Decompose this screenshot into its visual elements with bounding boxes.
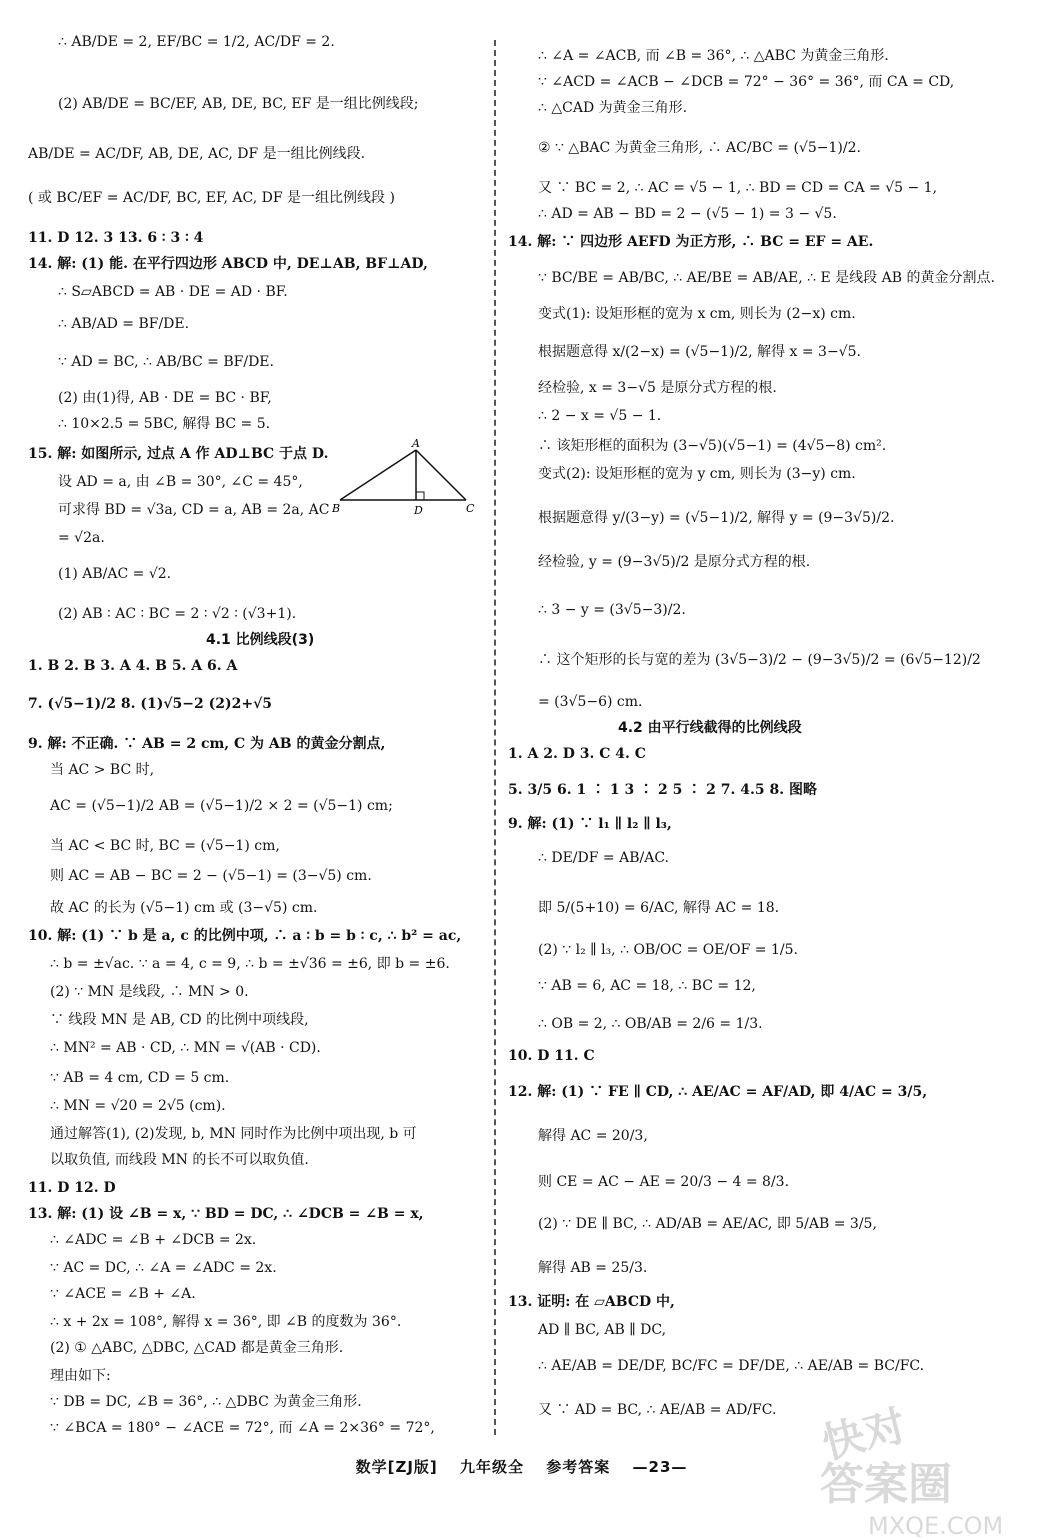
answer-line: ∵ DB = DC, ∠B = 36°, ∴ △DBC 为黄金三角形.: [50, 1394, 362, 1410]
answer-line: 则 CE = AC − AE = 20/3 − 4 = 8/3.: [538, 1174, 790, 1190]
label-b: B: [332, 502, 341, 515]
answer-line: 根据题意得 y/(3−y) = (√5−1)/2, 解得 y = (9−3√5)/2.: [538, 510, 895, 526]
answer-line: (2) ∵ MN 是线段, ∴ MN > 0.: [50, 984, 249, 1000]
watermark-url: MXQE.COM: [868, 1512, 1004, 1540]
answer-line: ∵ AD = BC, ∴ AB/BC = BF/DE.: [58, 354, 274, 370]
answer-line: ② ∵ △BAC 为黄金三角形, ∴ AC/BC = (√5−1)/2.: [538, 140, 861, 156]
answer-line: 当 AC > BC 时,: [50, 762, 155, 778]
answer-line: 13. 解: (1) 设 ∠B = x, ∵ BD = DC, ∴ ∠DCB = ∠B = x,: [28, 1206, 424, 1222]
answer-line: = (3√5−6) cm.: [538, 694, 643, 710]
answer-line: 12. 解: (1) ∵ FE ∥ CD, ∴ AE/AC = AF/AD, 即 4/AC = 3/5,: [508, 1084, 928, 1100]
answer-line: 7. (√5−1)/2 8. (1)√5−2 (2)2+√5: [28, 696, 273, 712]
answer-line: = √2a.: [58, 530, 105, 546]
answer-line: 1. A 2. D 3. C 4. C: [508, 746, 646, 762]
answer-line: ∴ DE/DF = AB/AC.: [538, 850, 669, 866]
answer-line: ∵ AB = 6, AC = 18, ∴ BC = 12,: [538, 978, 756, 994]
section-heading: 4.2 由平行线截得的比例线段: [618, 720, 802, 736]
answer-line: 14. 解: ∵ 四边形 AEFD 为正方形, ∴ BC = EF = AE.: [508, 234, 874, 250]
answer-line: ∴ x + 2x = 108°, 解得 x = 36°, 即 ∠B 的度数为 36°.: [50, 1314, 402, 1330]
triangle-figure: [332, 436, 482, 516]
answer-line: 解得 AC = 20/3,: [538, 1128, 648, 1144]
answer-line: 1. B 2. B 3. A 4. B 5. A 6. A: [28, 658, 238, 674]
answer-line: 根据题意得 x/(2−x) = (√5−1)/2, 解得 x = 3−√5.: [538, 344, 861, 360]
label-d: D: [414, 504, 423, 516]
answer-line: ∴ 2 − x = √5 − 1.: [538, 408, 662, 424]
answer-line: 变式(2): 设矩形框的宽为 y cm, 则长为 (3−y) cm.: [538, 466, 856, 482]
label-c: C: [466, 502, 475, 515]
answer-line: (2) 由(1)得, AB · DE = BC · BF,: [58, 390, 272, 406]
footer-page-number: —23—: [632, 1458, 688, 1476]
answer-line: AD ∥ BC, AB ∥ DC,: [538, 1322, 667, 1338]
answer-line: 9. 解: (1) ∵ l₁ ∥ l₂ ∥ l₃,: [508, 816, 672, 832]
answer-line: (2) AB/DE = BC/EF, AB, DE, BC, EF 是一组比例线段;: [58, 96, 419, 112]
answer-line: 5. 3/5 6. 1 ∶ 1 3 ∶ 2 5 ∶ 2 7. 4.5 8. 图略: [508, 782, 817, 798]
answer-line: 经检验, x = 3−√5 是原分式方程的根.: [538, 380, 777, 396]
column-divider: [494, 40, 496, 1435]
answer-line: ∴ AB/AD = BF/DE.: [58, 316, 190, 332]
answer-line: ∴ OB = 2, ∴ OB/AB = 2/6 = 1/3.: [538, 1016, 763, 1032]
answer-line: ( 或 BC/EF = AC/DF, BC, EF, AC, DF 是一组比例线段 ): [28, 190, 395, 206]
answer-line: ∴ S▱ABCD = AB · DE = AD · BF.: [58, 284, 288, 300]
answer-line: 经检验, y = (9−3√5)/2 是原分式方程的根.: [538, 554, 811, 570]
right-angle-mark: [416, 492, 424, 500]
answer-line: 变式(1): 设矩形框的宽为 x cm, 则长为 (2−x) cm.: [538, 306, 856, 322]
answer-line: 理由如下:: [50, 1368, 111, 1384]
answer-line: ∴ ∠ADC = ∠B + ∠DCB = 2x.: [50, 1232, 257, 1248]
footer-subject: 数学[ZJ版]: [355, 1458, 438, 1476]
watermark-line1: 快对: [817, 1400, 911, 1469]
answer-line: ∴ AE/AB = DE/DF, BC/FC = DF/DE, ∴ AE/AB = BC/FC.: [538, 1358, 925, 1374]
answer-line: ∴ 10×2.5 = 5BC, 解得 BC = 5.: [58, 416, 271, 432]
answer-line: 即 5/(5+10) = 6/AC, 解得 AC = 18.: [538, 900, 780, 916]
answer-line: ∵ BC/BE = AB/BC, ∴ AE/BE = AB/AE, ∴ E 是线段 AB 的黄金分割点.: [538, 270, 995, 286]
answer-line: ∵ ∠ACD = ∠ACB − ∠DCB = 72° − 36° = 36°, 而 CA = CD,: [538, 74, 955, 90]
answer-line: 15. 解: 如图所示, 过点 A 作 AD⊥BC 于点 D.: [28, 446, 329, 462]
answer-line: 可求得 BD = √3a, CD = a, AB = 2a, AC: [58, 502, 330, 518]
answer-line: (1) AB/AC = √2.: [58, 566, 172, 582]
answer-line: 设 AD = a, 由 ∠B = 30°, ∠C = 45°,: [58, 474, 303, 490]
answer-line: ∴ △CAD 为黄金三角形.: [538, 100, 688, 116]
answer-line: 11. D 12. D: [28, 1180, 116, 1196]
answer-line: 13. 证明: 在 ▱ABCD 中,: [508, 1294, 675, 1310]
answer-line: (2) AB ∶ AC ∶ BC = 2 ∶ √2 ∶ (√3+1).: [58, 606, 297, 622]
answer-line: 11. D 12. 3 13. 6 ∶ 3 ∶ 4: [28, 230, 204, 246]
answer-line: 又 ∵ BC = 2, ∴ AC = √5 − 1, ∴ BD = CD = CA = √5 − 1,: [538, 180, 938, 196]
answer-line: ∵ ∠BCA = 180° − ∠ACE = 72°, 而 ∠A = 2×36° = 72°,: [50, 1420, 435, 1436]
answer-line: 14. 解: (1) 能. 在平行四边形 ABCD 中, DE⊥AB, BF⊥AD,: [28, 256, 428, 272]
segment-ab: [340, 450, 416, 500]
answer-line: 10. D 11. C: [508, 1048, 595, 1064]
answer-line: (2) ① △ABC, △DBC, △CAD 都是黄金三角形.: [50, 1340, 344, 1356]
answer-line: 故 AC 的长为 (√5−1) cm 或 (3−√5) cm.: [50, 900, 318, 916]
answer-line: 则 AC = AB − BC = 2 − (√5−1) = (3−√5) cm.: [50, 868, 372, 884]
answer-line: 解得 AB = 25/3.: [538, 1260, 648, 1276]
answer-line: 通过解答(1), (2)发现, b, MN 同时作为比例中项出现, b 可: [50, 1126, 417, 1142]
answer-line: (2) ∵ l₂ ∥ l₃, ∴ OB/OC = OE/OF = 1/5.: [538, 942, 798, 958]
answer-line: ∵ AB = 4 cm, CD = 5 cm.: [50, 1070, 230, 1086]
answer-line: ∴ MN = √20 = 2√5 (cm).: [50, 1098, 226, 1114]
answer-line: ∴ 3 − y = (3√5−3)/2.: [538, 602, 686, 618]
answer-line: (2) ∵ DE ∥ BC, ∴ AD/AB = AE/AC, 即 5/AB = 3/5,: [538, 1216, 877, 1232]
answer-line: ∴ AD = AB − BD = 2 − (√5 − 1) = 3 − √5.: [538, 206, 837, 222]
footer-section: 参考答案: [546, 1458, 611, 1476]
answer-line: ∴ 该矩形框的面积为 (3−√5)(√5−1) = (4√5−8) cm².: [538, 438, 887, 454]
answer-line: ∵ 线段 MN 是 AB, CD 的比例中项线段,: [50, 1012, 309, 1028]
answer-line: 又 ∵ AD = BC, ∴ AE/AB = AD/FC.: [538, 1402, 777, 1418]
footer-grade: 九年级全: [460, 1458, 525, 1476]
answer-line: ∴ b = ±√ac. ∵ a = 4, c = 9, ∴ b = ±√36 = ±6, 即 b = ±6.: [50, 956, 450, 972]
answer-line: 以取负值, 而线段 MN 的长不可以取负值.: [50, 1152, 309, 1168]
answer-line: ∵ ∠ACE = ∠B + ∠A.: [50, 1286, 196, 1302]
watermark-line2: 答案圈: [820, 1459, 952, 1510]
label-a: A: [412, 437, 420, 450]
answer-line: ∴ 这个矩形的长与宽的差为 (3√5−3)/2 − (9−3√5)/2 = (6√5−12)/2: [538, 652, 981, 668]
answer-line: ∵ AC = DC, ∴ ∠A = ∠ADC = 2x.: [50, 1260, 277, 1276]
answer-line: 9. 解: 不正确. ∵ AB = 2 cm, C 为 AB 的黄金分割点,: [28, 736, 386, 752]
answer-line: ∴ ∠A = ∠ACB, 而 ∠B = 36°, ∴ △ABC 为黄金三角形.: [538, 48, 889, 64]
answer-line: 10. 解: (1) ∵ b 是 a, c 的比例中项, ∴ a ∶ b = b ∶ c, ∴ b² = ac,: [28, 928, 462, 944]
answer-line: ∴ AB/DE = 2, EF/BC = 1/2, AC/DF = 2.: [58, 34, 335, 50]
answer-line: AC = (√5−1)/2 AB = (√5−1)/2 × 2 = (√5−1) cm;: [50, 798, 393, 814]
answer-line: 当 AC < BC 时, BC = (√5−1) cm,: [50, 838, 280, 854]
section-heading: 4.1 比例线段(3): [206, 632, 315, 648]
answer-line: ∴ MN² = AB · CD, ∴ MN = √(AB · CD).: [50, 1040, 321, 1056]
answer-line: AB/DE = AC/DF, AB, DE, AC, DF 是一组比例线段.: [28, 146, 366, 162]
watermark-logo: [817, 1390, 1004, 1540]
